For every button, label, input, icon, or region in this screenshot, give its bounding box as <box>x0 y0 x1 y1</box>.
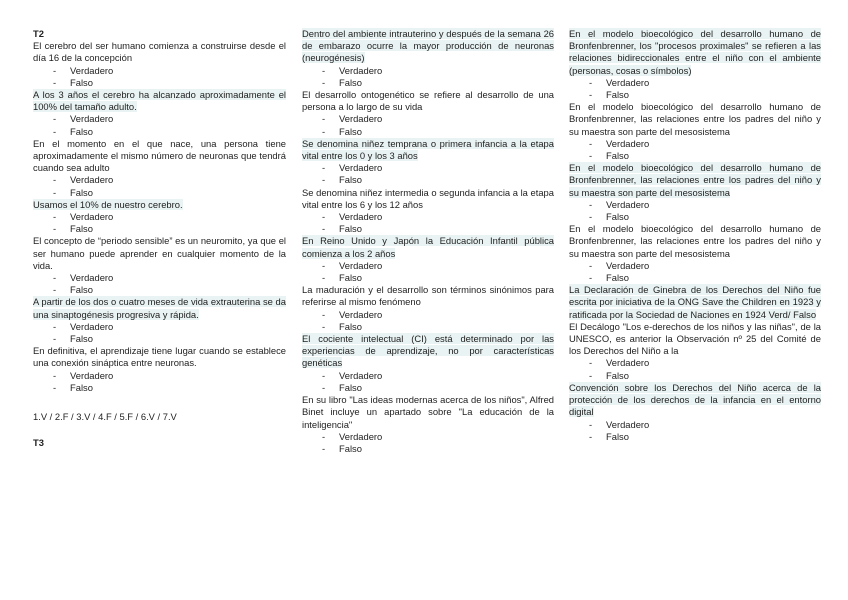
option-label: Verdadero <box>339 430 383 442</box>
bullet-dash: - <box>589 272 593 284</box>
question-statement: El cerebro del ser humano comienza a construirse desde el día 16 de la concepción <box>33 40 286 64</box>
answer-option <box>33 272 286 284</box>
bullet-dash: - <box>53 369 57 381</box>
question-statement: Usamos el 10% de nuestro cerebro. <box>33 198 183 210</box>
answer-option <box>569 370 821 382</box>
answer-option <box>569 419 821 431</box>
option-label: Falso <box>339 76 362 88</box>
answer-option <box>302 370 554 382</box>
question-statement: En el modelo bioecológico del desarrollo humano de Bronfenbrenner, los "procesos proximales" se refieren a las relaciones bidireccionales entre el niño con el ambiente (personas, cosas o símbolos) <box>569 28 821 76</box>
bullet-dash: - <box>322 272 326 284</box>
bullet-dash: - <box>53 211 57 223</box>
bullet-dash: - <box>589 137 593 149</box>
question-statement: El concepto de “periodo sensible” es un neuromito, ya que el ser humano puede aprender en cualquier momento de la vida. <box>33 235 286 271</box>
bullet-dash: - <box>322 162 326 174</box>
question-text <box>302 394 554 431</box>
bullet-dash: - <box>53 320 57 332</box>
bullet-dash: - <box>322 430 326 442</box>
question-text <box>302 28 554 65</box>
question-statement: En definitiva, el aprendizaje tiene lugar cuando se establece una conexión sináptica entre neuronas. <box>33 345 286 369</box>
option-label: Falso <box>70 284 93 296</box>
question-text <box>302 235 554 259</box>
answer-option <box>33 382 286 394</box>
question-statement: A partir de los dos o cuatro meses de vida extrauterina se da una sinaptogénesis progresiva y rápida. <box>33 296 286 320</box>
column-3 <box>569 28 821 443</box>
option-label: Falso <box>606 272 629 284</box>
option-label: Verdadero <box>339 308 383 320</box>
answer-option <box>302 223 554 235</box>
bullet-dash: - <box>322 64 326 76</box>
answer-option <box>33 223 286 235</box>
option-label: Verdadero <box>339 113 383 125</box>
answer-option <box>569 77 821 89</box>
bullet-dash: - <box>53 125 57 137</box>
option-label: Verdadero <box>606 259 650 271</box>
option-label: Verdadero <box>70 211 114 223</box>
answer-option <box>302 309 554 321</box>
answer-option <box>33 284 286 296</box>
answer-option <box>569 138 821 150</box>
option-label: Verdadero <box>339 259 383 271</box>
question-text <box>302 138 554 162</box>
option-label: Verdadero <box>606 198 650 210</box>
option-label: Falso <box>70 186 93 198</box>
option-label: Falso <box>339 442 362 454</box>
question-statement: Dentro del ambiente intrauterino y después de la semana 26 de embarazo ocurre la mayor producción de neuronas (neurogénesis) <box>302 28 554 64</box>
question-statement: El Decálogo "Los e-derechos de los niños y las niñas", de la UNESCO, es anterior la Observación nº 25 del Comité de los Derechos del Niño a la <box>569 320 821 357</box>
answer-option <box>302 321 554 333</box>
question-text <box>33 235 286 272</box>
option-label: Verdadero <box>339 64 383 76</box>
answer-option <box>33 113 286 125</box>
bullet-dash: - <box>589 89 593 101</box>
answer-option <box>569 272 821 284</box>
answer-option <box>302 77 554 89</box>
bullet-dash: - <box>53 174 57 186</box>
question-statement: El desarrollo ontogenético se refiere al desarrollo de una persona a lo largo de su vida <box>302 89 554 113</box>
answer-option <box>302 162 554 174</box>
option-label: Falso <box>339 381 362 393</box>
question-statement: El cociente intelectual (CI) está determinado por las experiencias de aprendizaje, no por características genéticas <box>302 333 554 369</box>
option-label: Verdadero <box>339 162 383 174</box>
bullet-dash: - <box>322 442 326 454</box>
bullet-dash: - <box>53 284 57 296</box>
bullet-dash: - <box>589 150 593 162</box>
bullet-dash: - <box>322 113 326 125</box>
option-label: Verdadero <box>606 137 650 149</box>
section-heading: T3 <box>33 437 44 449</box>
answer-option <box>33 77 286 89</box>
question-text <box>302 187 554 211</box>
bullet-dash: - <box>589 198 593 210</box>
answer-option <box>569 89 821 101</box>
bullet-dash: - <box>53 64 57 76</box>
question-text <box>302 284 554 308</box>
option-label: Verdadero <box>70 272 114 284</box>
option-label: Falso <box>339 125 362 137</box>
question-text <box>569 162 821 199</box>
question-text <box>569 101 821 138</box>
answer-option <box>302 126 554 138</box>
bullet-dash: - <box>322 174 326 186</box>
column-2 <box>302 28 554 455</box>
answer-option <box>33 126 286 138</box>
question-text <box>302 89 554 113</box>
question-statement: Convención sobre los Derechos del Niño acerca de la protección de los derechos de la infancia en el entorno digital <box>569 381 821 418</box>
bullet-dash: - <box>53 223 57 235</box>
bullet-dash: - <box>589 418 593 430</box>
question-text <box>569 223 821 260</box>
option-label: Falso <box>70 223 93 235</box>
question-statement: En el modelo bioecológico del desarrollo humano de Bronfenbrenner, las relaciones entre los padres del niño y su maestra son parte del mesosistema <box>569 223 821 259</box>
answer-option <box>302 174 554 186</box>
option-label: Verdadero <box>70 64 114 76</box>
answer-option <box>33 211 286 223</box>
option-label: Falso <box>70 76 93 88</box>
answer-option <box>302 272 554 284</box>
bullet-dash: - <box>53 333 57 345</box>
option-label: Falso <box>606 211 629 223</box>
bullet-dash: - <box>589 76 593 88</box>
question-statement: En el momento en el que nace, una persona tiene aproximadamente el mismo número de neuronas que tendrá cuando sea adulto <box>33 137 286 174</box>
answer-option <box>569 211 821 223</box>
question-text <box>569 382 821 419</box>
option-label: Falso <box>606 430 629 442</box>
answer-option <box>302 260 554 272</box>
bullet-dash: - <box>322 76 326 88</box>
question-text <box>33 199 286 211</box>
option-label: Verdadero <box>606 357 650 369</box>
option-label: Verdadero <box>606 76 650 88</box>
bullet-dash: - <box>53 381 57 393</box>
bullet-dash: - <box>589 259 593 271</box>
question-text <box>33 89 286 113</box>
bullet-dash: - <box>53 272 57 284</box>
bullet-dash: - <box>53 186 57 198</box>
question-statement: La Declaración de Ginebra de los Derechos del Niño fue escrita por iniciativa de la ONG Save the Children en 1923 y ratificada por la Sociedad de Naciones en 1924 Verd/ Falso <box>569 284 821 320</box>
question-statement: Se denomina niñez temprana o primera infancia a la etapa vital entre los 0 y los 3 años <box>302 137 554 162</box>
option-label: Falso <box>339 223 362 235</box>
option-label: Verdadero <box>70 113 114 125</box>
answer-option <box>302 431 554 443</box>
answer-option <box>302 65 554 77</box>
answer-option <box>302 113 554 125</box>
question-text <box>302 333 554 370</box>
question-statement: Se denomina niñez intermedia o segunda infancia a la etapa vital entre los 6 y los 12 años <box>302 186 554 210</box>
option-label: Verdadero <box>70 369 114 381</box>
question-text <box>33 40 286 64</box>
option-label: Verdadero <box>70 174 114 186</box>
option-label: Falso <box>606 369 629 381</box>
question-statement: En Reino Unido y Japón la Educación Infantil pública comienza a los 2 años <box>302 235 554 259</box>
bullet-dash: - <box>322 125 326 137</box>
question-text <box>33 345 286 369</box>
bullet-dash: - <box>322 320 326 332</box>
question-text <box>33 138 286 175</box>
answer-option <box>569 260 821 272</box>
answer-option <box>33 187 286 199</box>
answer-option <box>33 65 286 77</box>
answer-option <box>33 370 286 382</box>
bullet-dash: - <box>589 211 593 223</box>
option-label: Falso <box>606 89 629 101</box>
question-text <box>33 296 286 320</box>
option-label: Falso <box>339 174 362 186</box>
answer-option <box>569 357 821 369</box>
question-text <box>569 321 821 358</box>
bullet-dash: - <box>589 369 593 381</box>
bullet-dash: - <box>322 223 326 235</box>
option-label: Falso <box>339 272 362 284</box>
answer-option <box>569 199 821 211</box>
bullet-dash: - <box>589 430 593 442</box>
answer-option <box>33 174 286 186</box>
answer-option <box>33 333 286 345</box>
bullet-dash: - <box>589 357 593 369</box>
question-statement: En el modelo bioecológico del desarrollo humano de Bronfenbrenner, las relaciones entre los padres del niño y su maestra son parte del mesosistema <box>569 101 821 137</box>
question-text <box>569 28 821 77</box>
option-label: Verdadero <box>339 211 383 223</box>
section-heading: T2 <box>33 28 44 39</box>
question-statement: En su libro "Las ideas modernas acerca de los niños", Alfred Binet incluye un apartado sobre "La educación de la inteligencia" <box>302 394 554 430</box>
question-statement: A los 3 años el cerebro ha alcanzado aproximadamente el 100% del tamaño adulto. <box>33 89 286 113</box>
option-label: Falso <box>70 333 93 345</box>
option-label: Falso <box>339 320 362 332</box>
option-label: Verdadero <box>70 320 114 332</box>
bullet-dash: - <box>322 211 326 223</box>
bullet-dash: - <box>322 259 326 271</box>
question-statement: En el modelo bioecológico del desarrollo humano de Bronfenbrenner, las relaciones entre los padres del niño y su maestra son parte del mesosistema <box>569 162 821 198</box>
option-label: Falso <box>606 150 629 162</box>
answer-option <box>302 382 554 394</box>
answer-option <box>302 443 554 455</box>
answer-key: 1.V / 2.F / 3.V / 4.F / 5.F / 6.V / 7.V <box>33 411 177 423</box>
answer-option <box>569 431 821 443</box>
bullet-dash: - <box>53 113 57 125</box>
bullet-dash: - <box>322 308 326 320</box>
answer-option <box>302 211 554 223</box>
option-label: Verdadero <box>339 369 383 381</box>
bullet-dash: - <box>53 76 57 88</box>
bullet-dash: - <box>322 381 326 393</box>
bullet-dash: - <box>322 369 326 381</box>
option-label: Falso <box>70 381 93 393</box>
option-label: Verdadero <box>606 418 650 430</box>
question-statement: La maduración y el desarrollo son términos sinónimos para referirse al mismo fenómeno <box>302 284 554 308</box>
answer-option <box>569 150 821 162</box>
option-label: Falso <box>70 125 93 137</box>
question-text <box>569 284 821 321</box>
answer-option <box>33 321 286 333</box>
column-1 <box>33 28 286 450</box>
